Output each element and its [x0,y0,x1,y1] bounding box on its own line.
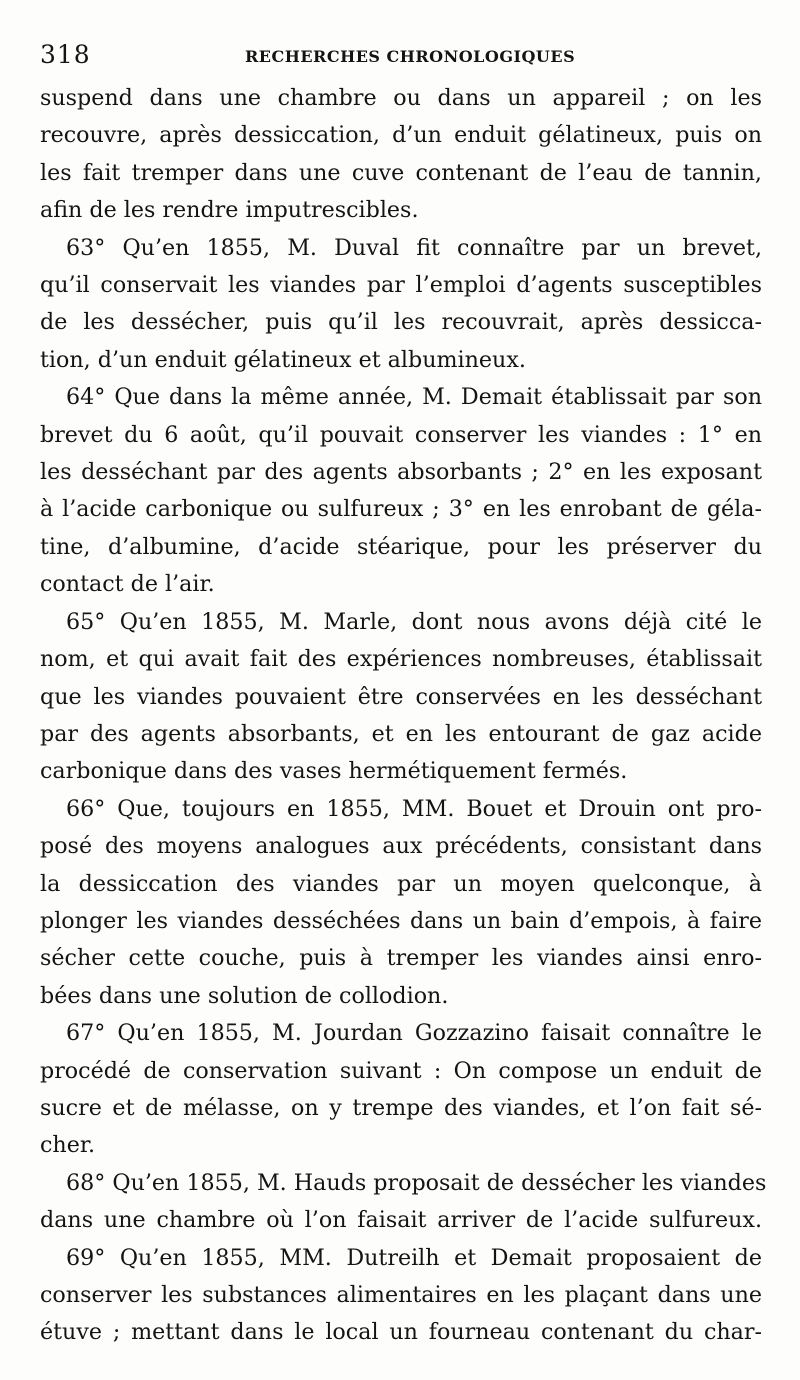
paragraph-66-first-line: 66° Que, toujours en 1855, MM. Bouet et Drouin ont pro- [66,795,762,822]
text-line: contact de l’air. [40,571,215,598]
text-line: afin de les rendre imputrescibles. [40,197,419,224]
paragraph-68-first-line: 68° Qu’en 1855, M. Hauds proposait de dessécher les viandes [66,1169,767,1196]
text-line: conserver les substances alimentaires en les plaçant dans une [40,1282,762,1308]
text-line: tine, d’albumine, d’acide stéarique, pour les préserver du [40,533,762,560]
text-line: dans une chambre où l’on faisait arriver de l’acide sulfureux. [40,1207,762,1234]
running-title: RECHERCHES CHRONOLOGIQUES [245,47,576,66]
paragraph-64-first-line: 64° Que dans la même année, M. Demait établissait par son [66,384,762,411]
text-line: qu’il conservait les viandes par l’emploi d’agents susceptibles [40,272,762,299]
text-line: procédé de conservation suivant : On compose un enduit de [40,1057,762,1084]
paragraph-63-first-line: 63° Qu’en 1855, M. Duval fit connaître par un brevet, [66,234,762,261]
text-line: étuve ; mettant dans le local un fourneau contenant du char- [40,1319,762,1346]
text-line: cher. [40,1132,96,1159]
text-line: à l’acide carbonique ou sulfureux ; 3° en les enrobant de géla- [40,496,762,523]
text-line: tion, d’un enduit gélatineux et albumineux. [40,346,526,373]
text-line: plonger les viandes desséchées dans un bain d’empois, à faire [40,907,762,934]
page-number: 318 [40,40,91,69]
text-line: brevet du 6 août, qu’il pouvait conserver les viandes : 1° en [40,421,762,448]
text-line: sécher cette couche, puis à tremper les viandes ainsi enro- [40,945,762,972]
body-text [40,80,767,1352]
text-line: bées dans une solution de collodion. [40,982,449,1009]
text-line: posé des moyens analogues aux précédents, consistant dans [40,833,762,860]
text-line: nom, et qui avait fait des expériences nombreuses, établissait [40,646,762,673]
paragraph-67-first-line: 67° Qu’en 1855, M. Jourdan Gozzazino faisait connaître le [66,1020,762,1047]
paragraph-69-first-line: 69° Qu’en 1855, MM. Dutreilh et Demait proposaient de [66,1244,762,1271]
text-line: suspend dans une chambre ou dans un appareil ; on les [40,85,762,111]
paragraph-65-first-line: 65° Qu’en 1855, M. Marle, dont nous avons déjà cité le [66,608,762,635]
text-line: par des agents absorbants, et en les entourant de gaz acide [40,720,762,747]
text-line: les desséchant par des agents absorbants ; 2° en les exposant [40,459,762,486]
text-line: que les viandes pouvaient être conservées en les desséchant [40,683,762,710]
text-line: recouvre, après dessiccation, d’un enduit gélatineux, puis on [40,122,762,149]
text-line: carbonique dans des vases hermétiquement fermés. [40,758,628,785]
text-line: les fait tremper dans une cuve contenant de l’eau de tannin, [40,159,762,186]
text-line: sucre et de mélasse, on y trempe des viandes, et l’on fait sé- [40,1094,762,1121]
text-line: de les dessécher, puis qu’il les recouvrait, après dessicca- [40,309,762,336]
text-line: la dessiccation des viandes par un moyen quelconque, à [40,870,762,897]
running-head [40,40,760,74]
